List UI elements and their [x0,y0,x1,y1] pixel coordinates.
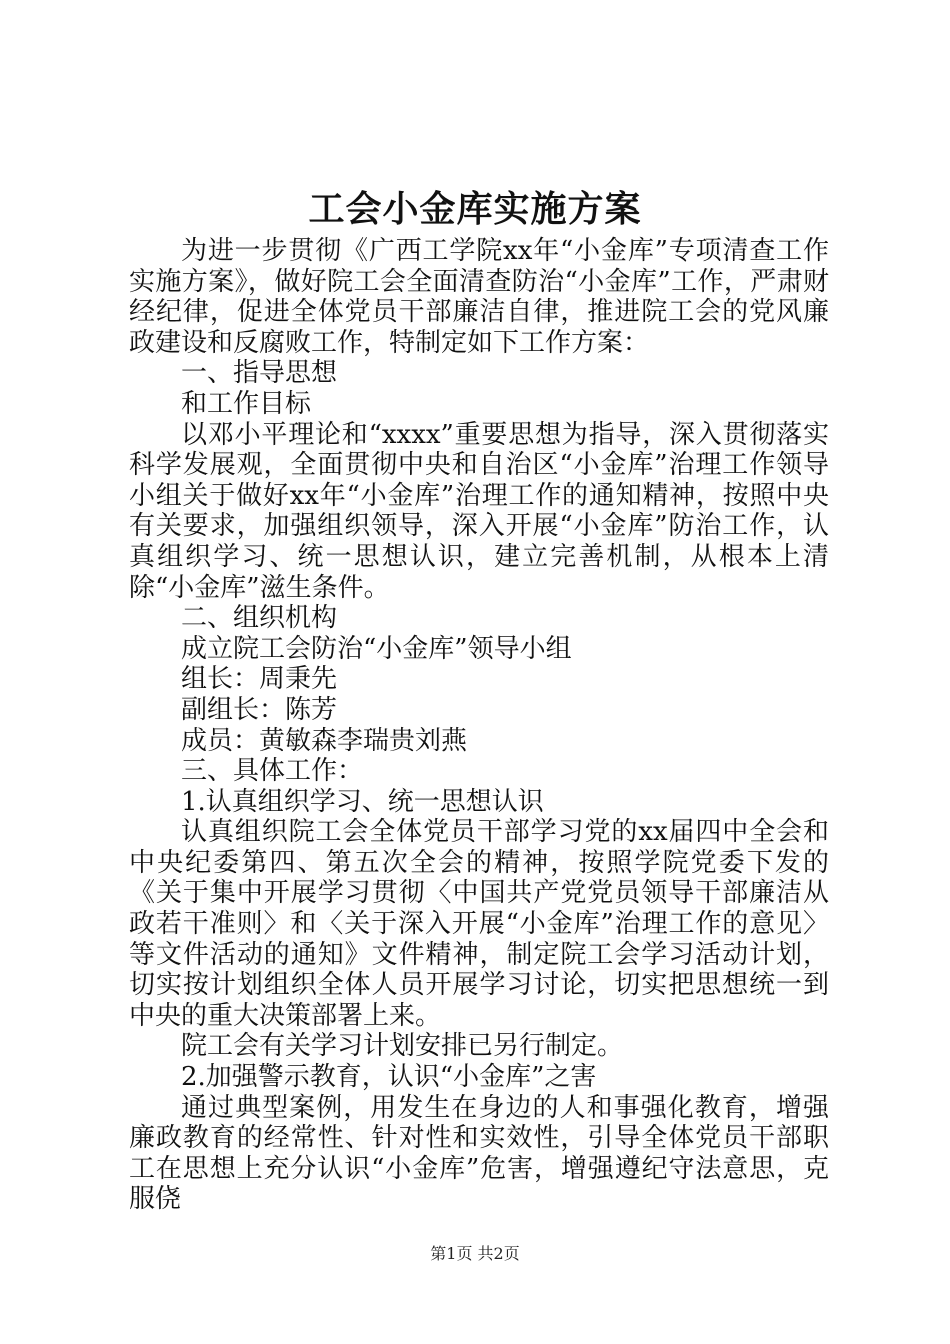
paragraph-warning-education: 通过典型案例，用发生在身边的人和事强化教育，增强廉政教育的经常性、针对性和实效性，引导全体党员干部职工在思想上充分认识“小金库”危害，增强遵纪守法意思，克服侥 [129,1092,829,1215]
paragraph-intro: 为进一步贯彻《广西工学院xx年“小金库”专项清查工作实施方案》，做好院工会全面清查防治“小金库”工作，严肃财经纪律，促进全体党员干部廉洁自律，推进院工会的党风廉政建设和反腐败工作，特制定如下工作方案： [129,236,829,358]
paragraph-deputy-leader: 副组长：陈芳 [181,694,338,725]
section-heading-work-goals: 和工作目标 [181,388,312,419]
document-body [129,236,829,1215]
subsection-heading-study: 1.认真组织学习、统一思想认识 [181,786,544,817]
paragraph-group-leader: 组长：周秉先 [181,664,338,695]
section-heading-specific-work: 三、具体工作： [181,756,364,787]
subsection-heading-warning-education: 2.加强警示教育，认识“小金库”之害 [181,1062,597,1093]
document-title: 工会小金库实施方案 [308,188,642,230]
paragraph-members: 成员：黄敏森李瑞贵刘燕 [181,725,468,756]
paragraph-study: 认真组织院工会全体党员干部学习党的xx届四中全会和中央纪委第四、第五次全会的精神，按照学院党委下发的《关于集中开展学习贯彻〈中国共产党党员领导干部廉洁从政若干准则〉和〈关于深入开展“小金库”治理工作的意见〉等文件活动的通知》文件精神，制定院工会学习活动计划，切实按计划组织全体人员开展学习讨论，切实把思想统一到中央的重大决策部署上来。 [129,817,829,1031]
section-heading-organization: 二、组织机构 [181,603,338,634]
page-footer: 第1页 共2页 [430,1244,520,1263]
paragraph-study-plan: 院工会有关学习计划安排已另行制定。 [181,1031,624,1062]
section-heading-guiding-ideology: 一、指导思想 [181,358,338,389]
paragraph-leading-group: 成立院工会防治“小金库”领导小组 [181,633,572,664]
paragraph-guiding-ideology: 以邓小平理论和“xxxx”重要思想为指导，深入贯彻落实科学发展观，全面贯彻中央和自治区“小金库”治理工作领导小组关于做好xx年“小金库”治理工作的通知精神，按照中央有关要求，加强组织领导，深入开展“小金库”防治工作，认真组织学习、统一思想认识，建立完善机制，从根本上清除“小金库”滋生条件。 [129,419,829,603]
